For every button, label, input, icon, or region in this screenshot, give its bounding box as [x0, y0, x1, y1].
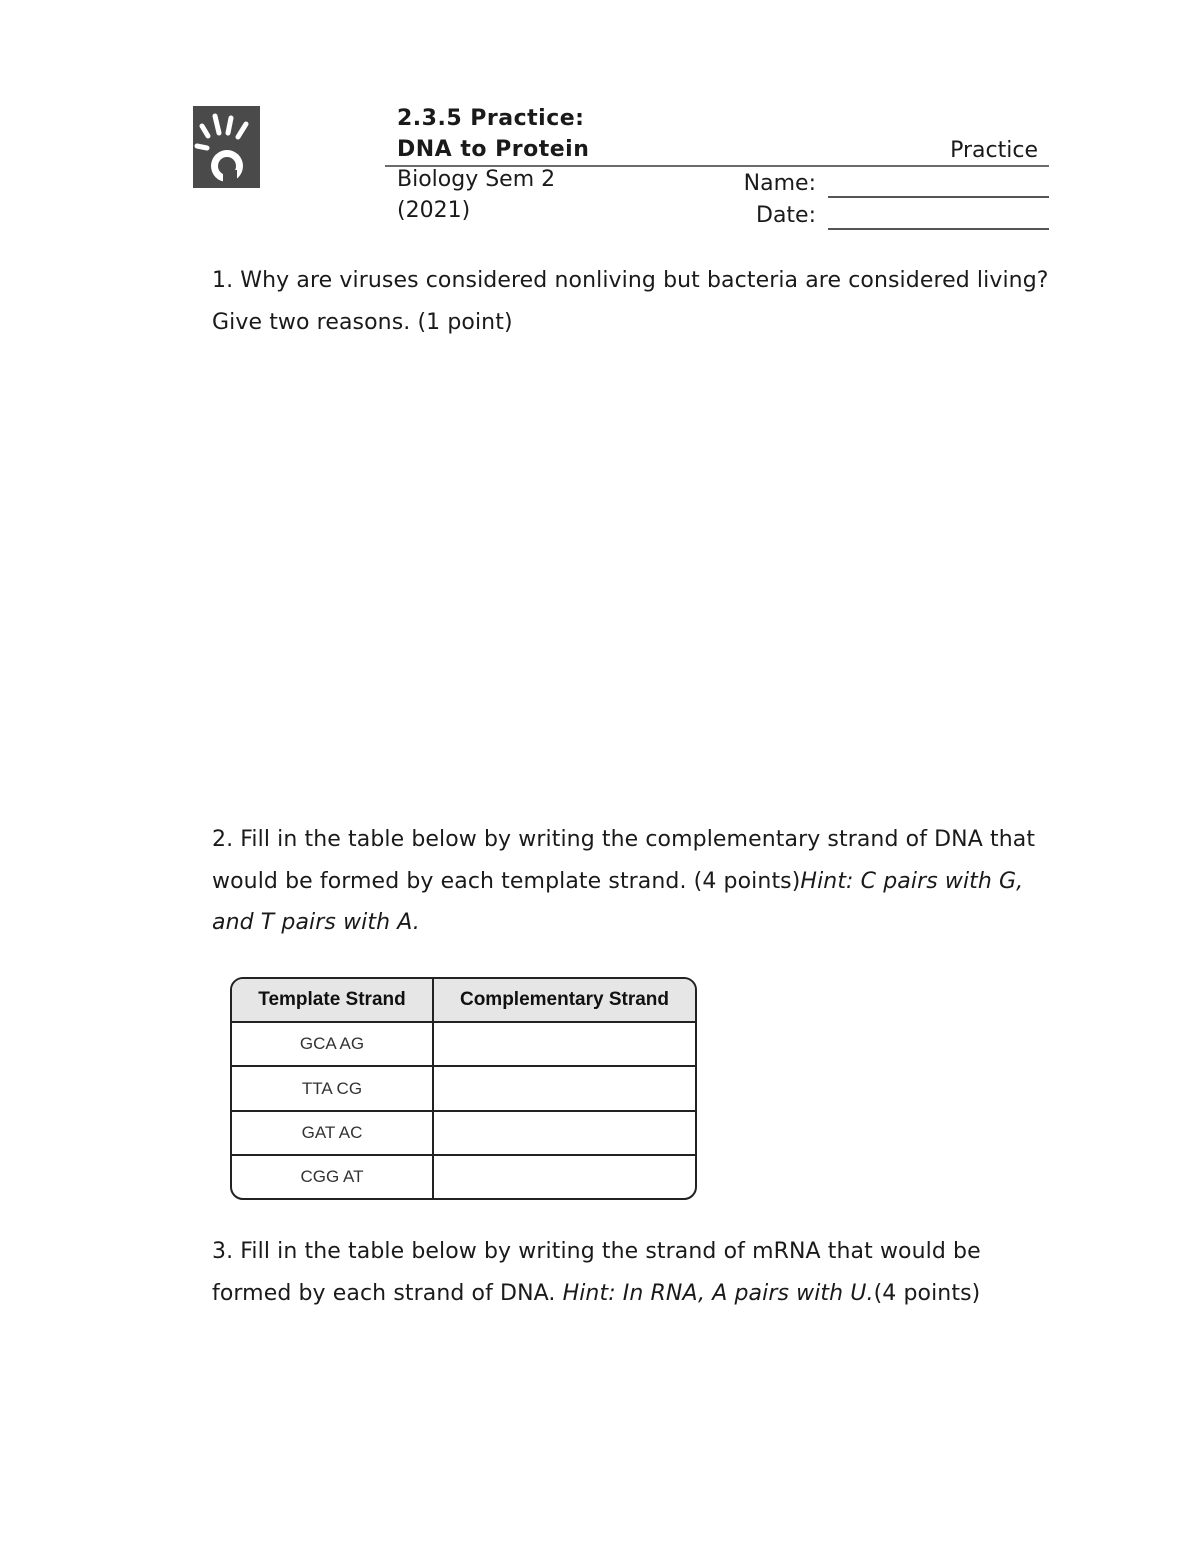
question-1-text: 1. Why are viruses considered nonliving but bacteria are considered living? Give two reasons. (1 point) [212, 268, 1049, 335]
question-3-text: 3. Fill in the table below by writing the strand of mRNA that would be formed by each strand of DNA. [212, 1239, 981, 1306]
table-header-complementary: Complementary Strand [433, 979, 695, 1022]
date-field[interactable] [828, 228, 1049, 230]
complementary-strand-cell[interactable] [433, 1066, 695, 1110]
question-2 [212, 819, 1052, 944]
question-3-points: (4 points) [873, 1280, 981, 1306]
dna-strand-table [230, 977, 697, 1200]
template-strand-cell: GAT AC [232, 1111, 433, 1155]
name-label: Name: [743, 171, 816, 196]
template-strand-cell: CGG AT [232, 1155, 433, 1198]
question-1 [212, 260, 1052, 343]
table-row [232, 1155, 695, 1198]
table-row [232, 1066, 695, 1110]
sun-head-logo-icon [193, 106, 260, 188]
page-title: DNA to Protein [397, 137, 590, 162]
date-label: Date: [756, 203, 816, 228]
question-3-hint: Hint: In RNA, A pairs with U. [562, 1280, 874, 1306]
table-row [232, 1111, 695, 1155]
question-3 [212, 1231, 1052, 1314]
complementary-strand-cell[interactable] [433, 1022, 695, 1066]
template-strand-cell: TTA CG [232, 1066, 433, 1110]
course-name: Biology Sem 2 [397, 167, 556, 192]
complementary-strand-cell[interactable] [433, 1155, 695, 1198]
table-row [232, 1022, 695, 1066]
template-strand-cell: GCA AG [232, 1022, 433, 1066]
assignment-type-label: Practice [950, 138, 1038, 163]
complementary-strand-cell[interactable] [433, 1111, 695, 1155]
table-header-template: Template Strand [232, 979, 433, 1022]
page-title-number: 2.3.5 Practice: [397, 106, 585, 131]
question-2-text: 2. Fill in the table below by writing the complementary strand of DNA that would be formed by each template strand. (4 points) [212, 827, 1036, 894]
question-2-hint: Hint: C pairs with G, and T pairs with A. [212, 868, 1024, 935]
course-year: (2021) [397, 198, 471, 223]
name-field[interactable] [828, 196, 1049, 198]
